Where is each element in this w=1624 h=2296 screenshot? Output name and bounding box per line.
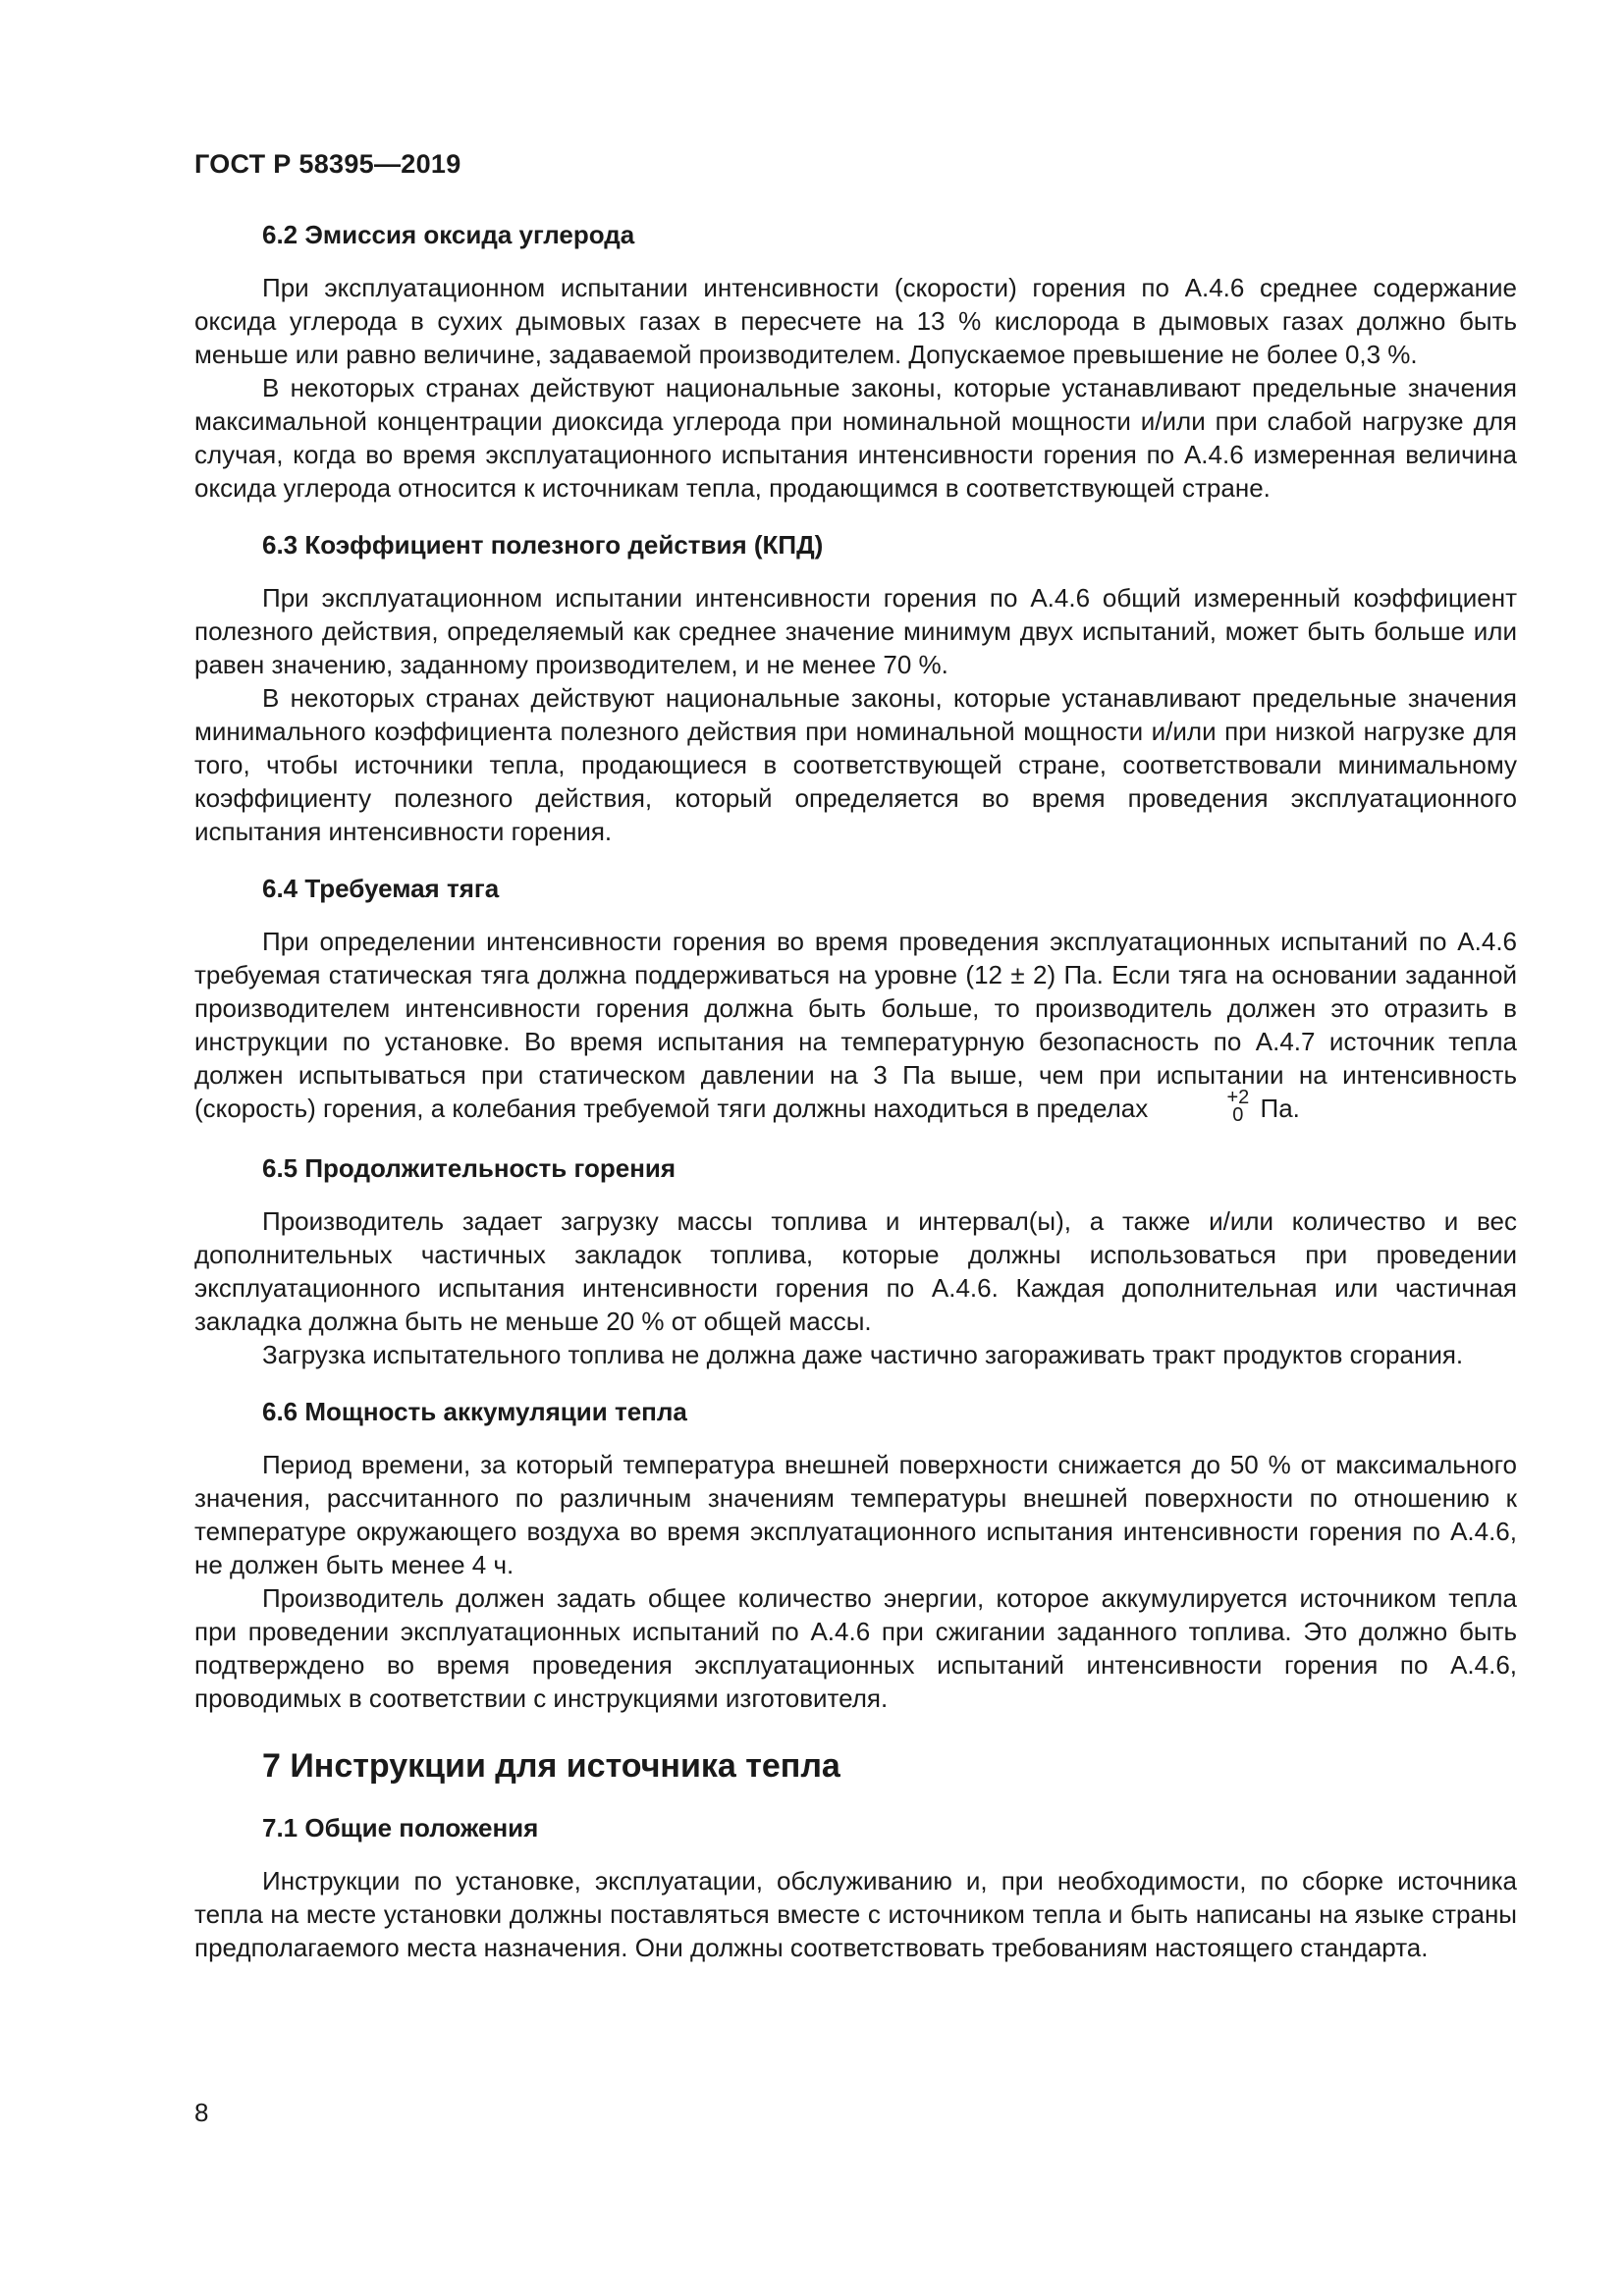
section-6-2 [194, 218, 1517, 505]
tolerance-fraction [1159, 1087, 1250, 1127]
section-title: 6.5 Продолжительность горения [262, 1153, 677, 1184]
section-title: 6.4 Требуемая тяга [262, 874, 500, 903]
tolerance-upper: +2 [1226, 1087, 1250, 1109]
page-number: 8 [194, 2098, 209, 2127]
tolerance-lower: 0 [1232, 1104, 1244, 1127]
section-title: 7.1 Общие положения [262, 1813, 539, 1843]
paragraph: Загрузка испытательного топлива не должна даже частично загораживать тракт продуктов сгорания. [262, 1340, 1464, 1370]
paragraph: Инструкции по установке, эксплуатации, обслуживанию и, при необходимости, по сборке источника тепла на месте установки должны поставляться вместе с источником тепла и быть написаны на языке страны предполагаемого места назначения. Они должны соответствовать требованиям настоящего стандарта. [194, 1866, 1517, 1963]
section-6-5 [194, 1151, 1517, 1371]
paragraph: Производитель должен задать общее количество энергии, которое аккумулируется источником тепла при проведении эксплуатационных испытаний по А.4.6 при сжигании заданного топлива. Это должно быть подтверждено во время проведения эксплуатационных испытаний интенсивности горения по А.4.6, проводимых в соответствии с инструкциями изготовителя. [194, 1583, 1517, 1714]
section-6-6 [194, 1395, 1517, 1715]
section-title: 6.2 Эмиссия оксида углерода [262, 220, 635, 249]
paragraph-text: При определении интенсивности горения во время проведения эксплуатационных испытаний по А.4.6 требуемая статическая тяга должна поддерживаться на уровне (12 ± 2) Па. Если тяга на основании заданной производителем интенсивности горения должна быть больше, то производитель должен это отразить в инструкции по установке. Во время испытания на температурную безопасность по А.4.7 источник тепла должен испытываться при статическом давлении на 3 Па выше, чем при испытании на интенсивность (скорость) горения, а колебания требуемой тяги должны находиться в пределах [194, 927, 1517, 1123]
chapter-title: 7 Инструкции для источника тепла [262, 1747, 840, 1786]
paragraph [194, 925, 1517, 1128]
unit-text: Па. [1260, 1094, 1300, 1123]
section-title: 6.6 Мощность аккумуляции тепла [262, 1397, 687, 1427]
document-page [194, 0, 1517, 2296]
section-6-3 [194, 528, 1517, 848]
section-title: 6.3 Коэффициент полезного действия (КПД) [262, 530, 824, 560]
paragraph: При эксплуатационном испытании интенсивности горения по А.4.6 общий измеренный коэффициент полезного действия, определяемый как среднее значение минимум двух испытаний, может быть больше или равен значению, заданному производителем, и не менее 70 %. [194, 583, 1517, 679]
page-content [194, 218, 1517, 1988]
paragraph: Производитель задает загрузку массы топлива и интервал(ы), а также и/или количество и вес дополнительных частичных закладок топлива, которые должны использоваться при проведении эксплуатационного испытания интенсивности горения по А.4.6. Каждая дополнительная или частичная закладка должна быть не меньше 20 % от общей массы. [194, 1206, 1517, 1337]
paragraph: В некоторых странах действуют национальные законы, которые устанавливают предельные значения максимальной концентрации диоксида углерода при номинальной мощности и/или при слабой нагрузке для случая, когда во время эксплуатационного испытания интенсивности горения по А.4.6 измеренная величина оксида углерода относится к источникам тепла, продающимся в соответствующей стране. [194, 373, 1517, 503]
paragraph: При эксплуатационном испытании интенсивности (скорости) горения по А.4.6 среднее содержание оксида углерода в сухих дымовых газах в пересчете на 13 % кислорода в дымовых газах должно быть меньше или равно величине, задаваемой производителем. Допускаемое превышение не более 0,3 %. [194, 273, 1517, 369]
paragraph: Период времени, за который температура внешней поверхности снижается до 50 % от максимального значения, рассчитанного по различным значениям температуры внешней поверхности по отношению к температуре окружающего воздуха во время эксплуатационного испытания интенсивности горения по А.4.6, не должен быть менее 4 ч. [194, 1450, 1517, 1580]
section-6-4 [194, 872, 1517, 1128]
document-id: ГОСТ Р 58395—2019 [194, 149, 461, 179]
section-7-1 [194, 1811, 1517, 1964]
paragraph: В некоторых странах действуют национальные законы, которые устанавливают предельные значения минимального коэффициента полезного действия при номинальной мощности и/или при низкой нагрузке для того, чтобы источники тепла, продающиеся в соответствующей стране, соответствовали минимальному коэффициенту полезного действия, который определяется во время проведения эксплуатационного испытания интенсивности горения. [194, 683, 1517, 846]
